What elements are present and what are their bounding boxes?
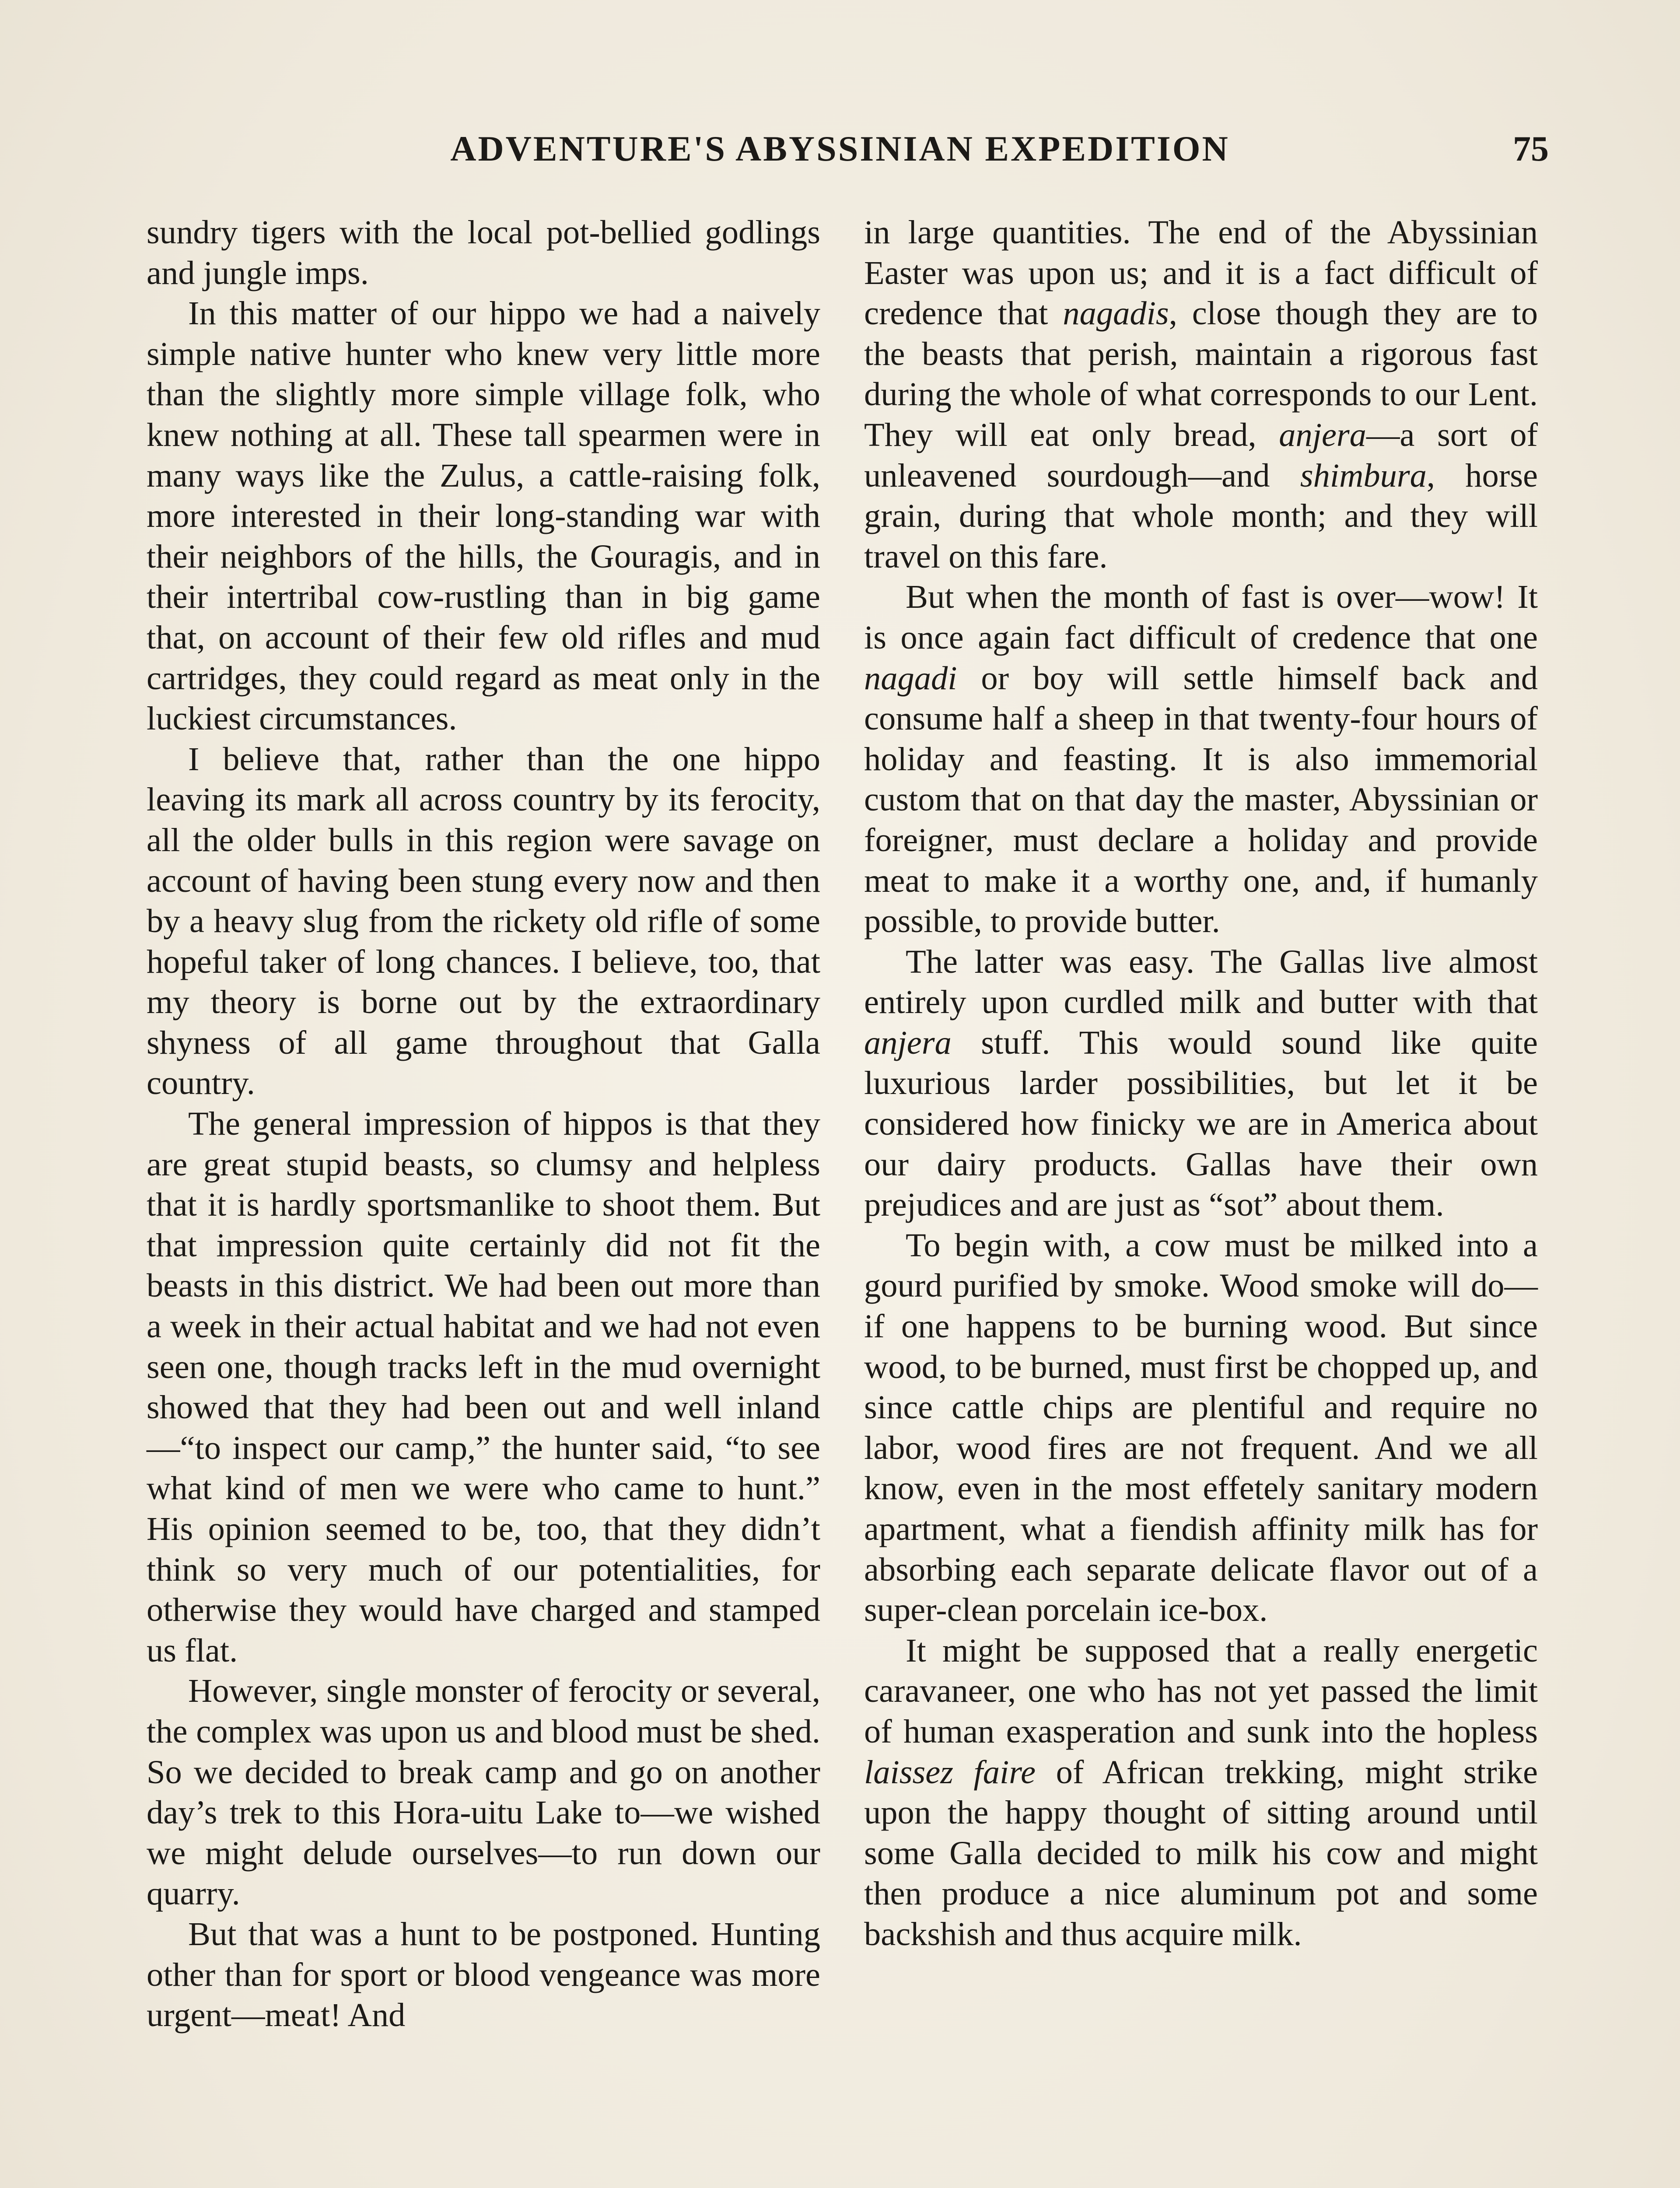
- paragraph: I believe that, rather than the one hippo leaving its mark all across country by its ferocity, all the older bulls in this region were savage on account of having been stung every now and then by a heavy slug from the rickety old rifle of some hopeful taker of long chances. I believe, too, that my theory is borne out by the extraordinary shyness of all game throughout that Galla country.: [147, 740, 820, 1102]
- paragraph: It might be supposed that a really energetic caravaneer, one who has not yet passed the limit of human exasperation and sunk into the hopless laissez faire of African trekking, might strike upon the happy thought of sitting around until some Galla decided to milk his cow and might then produce a nice aluminum pot and some backshish and thus acquire milk.: [864, 1631, 1538, 1953]
- paragraph: To begin with, a cow must be milked into a gourd purified by smoke. Wood smoke will do—if one happens to be burning wood. But since wood, to be burned, must first be chopped up, and since cattle chips are plentiful and require no labor, wood fires are not frequent. And we all know, even in the most effetely sanitary modern apartment, what a fiendish affinity milk has for absorbing each separate delicate flavor out of a super-clean porcelain ice-box.: [864, 1226, 1538, 1629]
- paragraph: In this matter of our hippo we had a naively simple native hunter who knew very little more than the slightly more simple village folk, who knew nothing at all. These tall spearmen were in many ways like the Zulus, a cattle-raising folk, more interested in their long-standing war with their neighbors of the hills, the Gouragis, and in their intertribal cow-rustling than in big game that, on account of their few old rifles and mud cartridges, they could regard as meat only in the luckiest circumstances.: [147, 295, 820, 737]
- paragraph: The latter was easy. The Gallas live almost entirely upon curdled milk and butter with that anjera stuff. This would sound like quite luxurious larder possibilities, but let it be considered how finicky we are in America about our dairy products. Gallas have their own prejudices and are just as “sot” about them.: [864, 943, 1538, 1224]
- paragraph: in large quantities. The end of the Abyssinian Easter was upon us; and it is a fact difficult of credence that nagadis, close though they are to the beasts that perish, maintain a rigorous fast during the whole of what corresponds to our Lent. They will eat only bread, anjera—a sort of unleavened sourdough—and shimbura, horse grain, during that whole month; and they will travel on this fare.: [864, 214, 1538, 575]
- paragraph: But when the month of fast is over—wow! It is once again fact difficult of credence that one nagadi or boy will settle himself back and consume half a sheep in that twenty-four hours of holiday and feasting. It is also immemorial custom that on that day the master, Abyssinian or foreigner, must declare a holiday and provide meat to make it a worthy one, and, if humanly possible, to provide butter.: [864, 578, 1538, 940]
- paragraph: But that was a hunt to be postponed. Hunting other than for sport or blood vengeance was more urgent—meat! And: [147, 1915, 820, 2034]
- paragraph: sundry tigers with the local pot-bellied godlings and jungle imps.: [147, 214, 820, 291]
- paragraph: However, single monster of ferocity or several, the complex was upon us and blood must be shed. So we decided to break camp and go on another day’s trek to this Hora-uitu Lake to—we wished we might delude ourselves—to run down our quarry.: [147, 1672, 820, 1912]
- right-column: [864, 212, 1538, 1955]
- page-number: 75: [1513, 129, 1549, 168]
- left-column: [147, 212, 820, 2036]
- running-head: ADVENTURE'S ABYSSINIAN EXPEDITION: [450, 129, 1230, 168]
- paragraph: The general impression of hippos is that they are great stupid beasts, so clumsy and helpless that it is hardly sportsmanlike to shoot them. But that impression quite certainly did not fit the beasts in this district. We had been out more than a week in their actual habitat and we had not even seen one, though tracks left in the mud overnight showed that they had been out and well inland—“to inspect our camp,” the hunter said, “to see what kind of men we were who came to hunt.” His opinion seemed to be, too, that they didn’t think so very much of our potentialities, for otherwise they would have charged and stamped us flat.: [147, 1105, 820, 1669]
